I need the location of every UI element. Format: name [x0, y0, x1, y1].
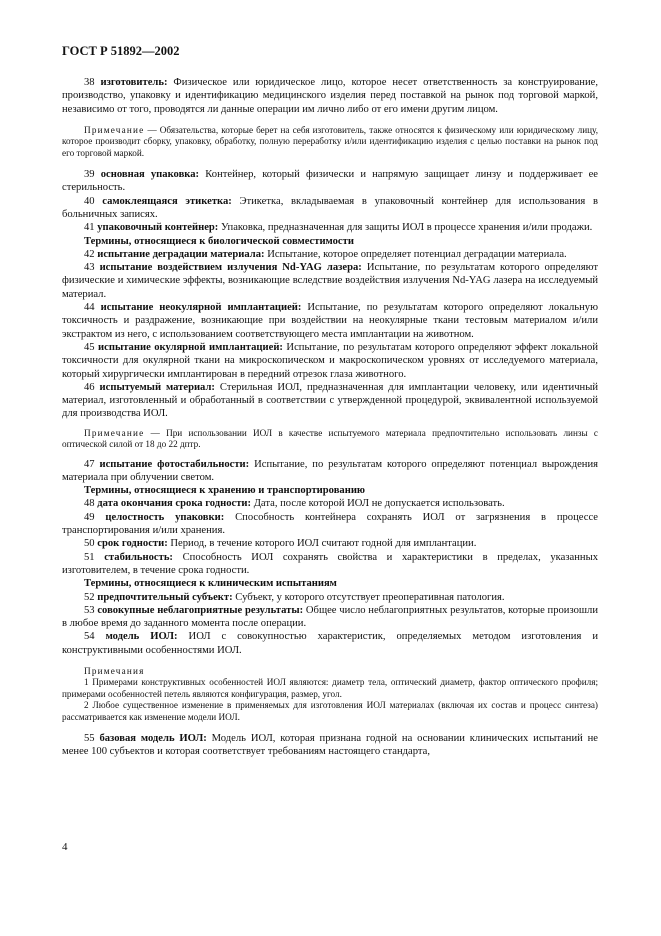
entry-term: испытание деградации материала:: [97, 248, 265, 260]
entry-number: 48: [84, 498, 95, 510]
entry-text: Испытание, по результатам которого определяют потенциал вырождения материала при облучении светом.: [62, 458, 599, 483]
entry-number: 44: [84, 302, 95, 314]
entry-number: 51: [84, 551, 95, 563]
section-heading-clinical: Термины, относящиеся к клиническим испытаниям: [84, 578, 337, 590]
entry-term: стабильность:: [104, 551, 173, 563]
entry-text: Испытание, по результатам которого определяют физические и химические эффекты, возникающие вследствие воздействия излучения Nd-YAG лазера на исследуемый материал.: [62, 262, 598, 300]
note-54-item-2: 2 Любое существенное изменение в применяемых для изготовления ИОЛ материалах (включая их состав и процесс синтеза) рассматривается как изменение модели ИОЛ.: [62, 700, 598, 722]
entry-term: основная упаковка:: [100, 169, 200, 181]
entry-term: целостность упаковки:: [105, 511, 225, 523]
section-heading-storage: Термины, относящиеся к хранению и транспортированию: [84, 485, 366, 497]
entry-number: 40: [84, 195, 95, 207]
entry-term: испытание фотостабильности:: [99, 458, 250, 470]
entry-term: испытание воздействием излучения Nd-YAG лазера:: [99, 262, 362, 274]
entry-text: Испытание, которое определяет потенциал деградации материала.: [267, 248, 567, 260]
notes-54-label: [62, 666, 598, 677]
entry-43: [62, 261, 598, 301]
entry-term: предпочтительный субъект:: [97, 591, 233, 603]
entry-text: Испытание, по результатам которого определяют эффект локальной токсичности для окулярной ткани на микроскопическом и макроскопическом уровнях от исследуемого материала, который хирургически имплантирован в передний отрезок глаза животного.: [62, 341, 598, 380]
entry-number: 41: [84, 222, 95, 234]
entry-term: модель ИОЛ:: [105, 631, 178, 643]
entry-number: 43: [84, 262, 95, 274]
entry-44: [62, 301, 598, 341]
entry-term: срок годности:: [97, 538, 168, 550]
entry-49: [62, 511, 598, 538]
entry-51: [62, 551, 598, 578]
entry-term: изготовитель:: [100, 77, 168, 88]
entry-number: 42: [84, 248, 95, 260]
entry-55: [62, 732, 598, 759]
entry-52: [62, 591, 598, 604]
entry-text: Физическое или юридическое лицо, которое несет ответственность за конструирование, производство, упаковку и идентификацию медицинского изделия перед поставкой на рынок под торговой маркой, независимо от того, проводятся ли данные операции им лично либо от его имени другим лицом.: [62, 77, 598, 115]
entry-text: ИОЛ с совокупностью характеристик, определяемых методом изготовления и конструктивными особенностями ИОЛ.: [62, 631, 598, 656]
entry-term: испытание окулярной имплантацией:: [98, 341, 283, 353]
entry-number: 52: [84, 591, 95, 603]
entry-text: Способность ИОЛ сохранять свойства и характеристики в пределах, указанных изготовителем, в течение срока годности.: [62, 551, 599, 576]
note-38: [62, 125, 598, 159]
entry-text: Контейнер, который физически и напрямую защищает линзу и поддерживает ее стерильность.: [62, 169, 599, 194]
entry-number: 49: [84, 511, 95, 523]
note-54-item-1: 1 Примерами конструктивных особенностей ИОЛ являются: диаметр тела, оптический диаметр, фактор оптического профиля; примерами особенностей петель являются конфигурация, размер, угол.: [62, 677, 598, 699]
entry-46: [62, 381, 598, 421]
note-label: Примечание: [84, 427, 145, 438]
entry-text: Испытание, по результатам которого определяют локальную токсичность и раздражение, возникающие при воздействии на неокулярные ткани тестовым материалом и/или экстрактом из него, с использованием соответствующего места имплантации на животном.: [62, 302, 598, 340]
section-heading-biocompatibility: Термины, относящиеся к биологической совместимости: [84, 235, 354, 247]
note-text: — Обязательства, которые берет на себя изготовитель, также относятся к физическому или юридическому лицу, которое производит сборку, упаковку, обработку, полную переработку и/или идентификацию изделия с целью поставки на рынок под его торговой маркой.: [62, 124, 598, 158]
entry-number: 53: [84, 604, 95, 616]
entry-38: [62, 76, 598, 116]
entry-term: дата окончания срока годности:: [97, 498, 252, 510]
entry-number: 50: [84, 538, 95, 550]
entry-number: 46: [84, 381, 95, 393]
entry-text: Этикетка, вкладываемая в упаковочный контейнер для использования в больничных записях.: [62, 195, 598, 220]
entry-39: [62, 168, 598, 195]
entry-number: 54: [84, 631, 95, 643]
entry-53: [62, 604, 598, 631]
entry-40: [62, 195, 598, 222]
entry-47: [62, 458, 598, 485]
entry-text: Субъект, у которого отсутствует преоперативная патология.: [235, 591, 505, 603]
entry-50: [62, 537, 598, 550]
entry-54: [62, 630, 598, 657]
entry-number: 55: [84, 733, 95, 745]
entry-term: базовая модель ИОЛ:: [99, 733, 207, 745]
entry-45: [62, 341, 598, 381]
entry-text: Общее число неблагоприятных результатов, которые произошли в любое время до заданного момента после операции.: [62, 604, 598, 630]
entry-number: 38: [84, 77, 95, 88]
entry-number: 45: [84, 341, 95, 353]
note-label: Примечания: [84, 666, 145, 677]
entry-term: совокупные неблагоприятные результаты:: [97, 604, 304, 616]
page-content: [62, 76, 598, 759]
entry-term: упаковочный контейнер:: [97, 222, 219, 234]
entry-text: Упаковка, предназначенная для защиты ИОЛ в процессе хранения и/или продажи.: [220, 222, 593, 234]
entry-text: Модель ИОЛ, которая признана годной на основании клинических испытаний не менее 100 субъектов и которая соответствует требованиям настоящего стандарта,: [62, 733, 599, 758]
entry-text: Дата, после которой ИОЛ не допускается использовать.: [253, 498, 505, 510]
note-label: Примечание: [84, 124, 145, 135]
note-46: [62, 428, 598, 451]
entry-text: Период, в течение которого ИОЛ считают годной для имплантации.: [170, 538, 477, 550]
entry-48: [62, 497, 598, 510]
entry-42: [62, 248, 598, 261]
note-text: — При использовании ИОЛ в качестве испытуемого материала предпочтительно использовать линзы с оптической силой от 18 до 22 дптр.: [62, 427, 598, 450]
page-header: ГОСТ Р 51892—2002: [62, 44, 180, 58]
entry-number: 47: [84, 458, 95, 470]
page-number: 4: [62, 841, 68, 853]
entry-number: 39: [84, 169, 95, 181]
entry-term: испытуемый материал:: [99, 381, 215, 393]
entry-text: Стерильная ИОЛ, предназначенная для имплантации человеку, или идентичный материал, изготовленный и обработанный в соответствии с утвержденной процедурой, эквивалентной используемой для производства ИОЛ.: [62, 381, 599, 420]
entry-term: испытание неокулярной имплантацией:: [100, 302, 302, 314]
entry-41: [62, 221, 598, 234]
entry-text: Способность контейнера сохранять ИОЛ от загрязнения в процессе транспортирования и/или хранения.: [62, 511, 598, 537]
entry-term: самоклеящаяся этикетка:: [102, 195, 232, 207]
